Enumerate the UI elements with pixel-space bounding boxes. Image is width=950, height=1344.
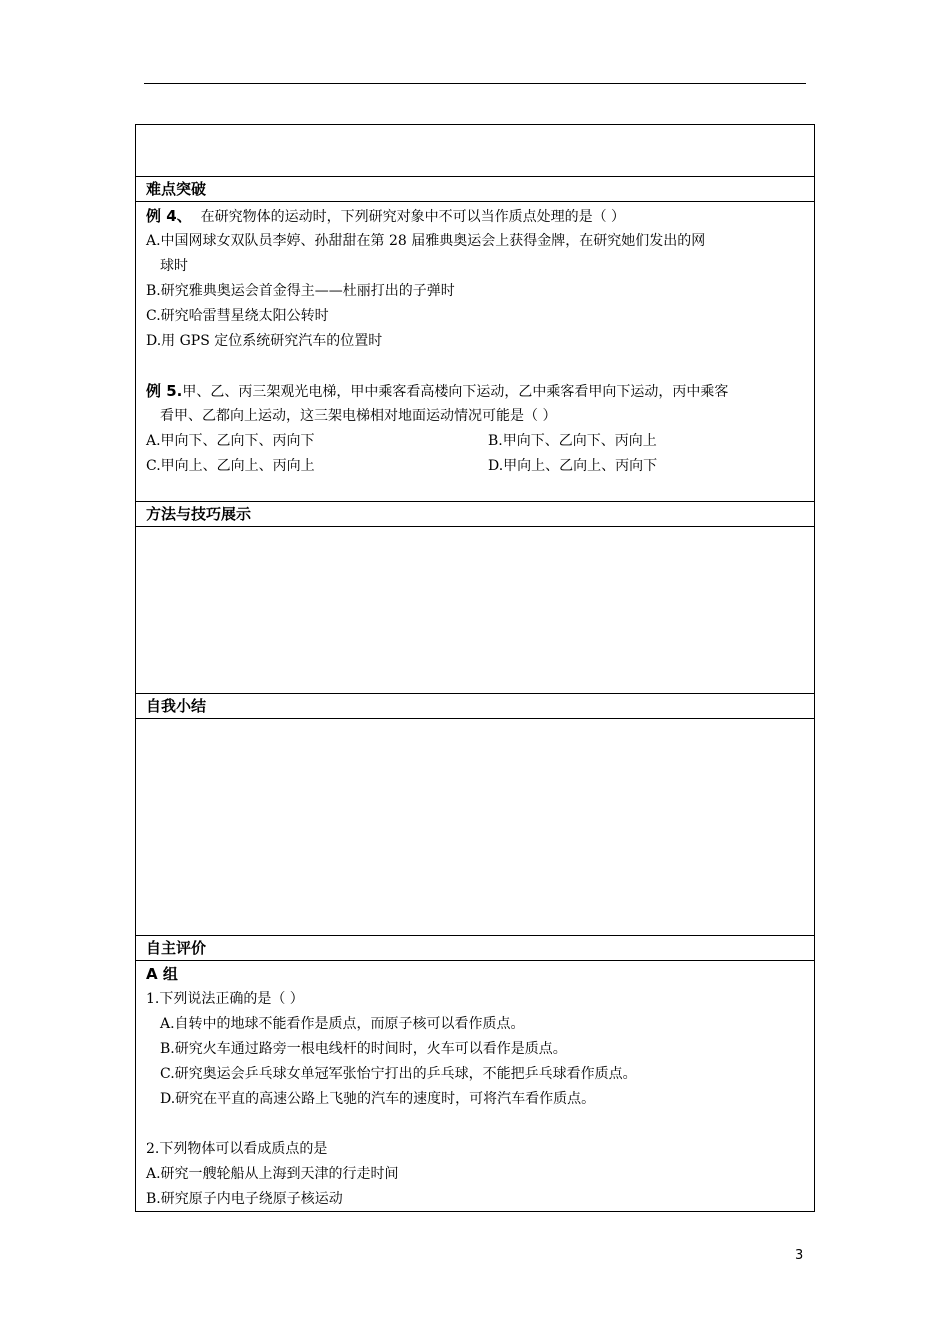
q1-question: 1.下列说法正确的是（ ） xyxy=(146,991,304,1007)
q1-option-c: C.研究奥运会乒乓球女单冠军张怡宁打出的乒乓球，不能把乒乓球看作质点。 xyxy=(160,1066,637,1082)
example-5-options-row-2 xyxy=(136,454,814,479)
example-5-option-b: B.甲向下、乙向下、丙向上 xyxy=(488,433,657,449)
q2-option-b: B.研究原子内电子绕原子核运动 xyxy=(146,1191,343,1207)
methods-blank-area xyxy=(136,527,814,694)
q2-option-a: A.研究一艘轮船从上海到天津的行走时间 xyxy=(146,1166,399,1182)
q1-option-b: B.研究火车通过路旁一根电线杆的时间时，火车可以看作是质点。 xyxy=(160,1041,567,1057)
example-4-label: 例 4、 xyxy=(146,207,192,225)
example-5-question-cont: 看甲、乙都向上运动，这三架电梯相对地面运动情况可能是（ ） xyxy=(160,408,557,424)
q1-option-a: A.自转中的地球不能看作是质点，而原子核可以看作质点。 xyxy=(160,1016,525,1032)
example-4-option-b: B.研究雅典奥运会首金得主——杜丽打出的子弹时 xyxy=(146,283,455,299)
summary-blank-area xyxy=(136,719,814,936)
spacer xyxy=(136,354,814,379)
difficulty-content xyxy=(136,202,814,502)
example-5-option-c: C.甲向上、乙向上、丙向上 xyxy=(146,458,315,474)
example-4-option-a: A.中国网球女双队员李婷、孙甜甜在第 28 届雅典奥运会上获得金牌，在研究她们发出的网 xyxy=(146,233,706,249)
q2-question: 2.下列物体可以看成质点的是 xyxy=(146,1141,328,1157)
section-header-difficulty: 难点突破 xyxy=(136,177,814,202)
example-5-label: 例 5. xyxy=(146,382,183,400)
q1-option-d: D.研究在平直的高速公路上飞驰的汽车的速度时，可将汽车看作质点。 xyxy=(160,1091,596,1107)
spacer xyxy=(136,1112,814,1137)
section-header-summary: 自我小结 xyxy=(136,694,814,719)
header-rule xyxy=(144,83,806,84)
example-4-option-a-cont: 球时 xyxy=(160,258,188,274)
example-5-option-d: D.甲向上、乙向上、丙向下 xyxy=(488,458,658,474)
example-4-question: 例 4、 在研究物体的运动时，下列研究对象中不可以当作质点处理的是（ ） xyxy=(146,207,626,225)
example-4-option-c: C.研究哈雷彗星绕太阳公转时 xyxy=(146,308,329,324)
section-header-methods: 方法与技巧展示 xyxy=(136,502,814,527)
example-5-question: 例 5.甲、乙、丙三架观光电梯，甲中乘客看高楼向下运动，乙中乘客看甲向下运动，丙中乘客 xyxy=(146,382,729,400)
example-5-options-row-1 xyxy=(136,429,814,454)
example-4-option-d: D.用 GPS 定位系统研究汽车的位置时 xyxy=(146,333,383,349)
self-assessment-content xyxy=(136,961,814,1211)
example-5-option-a: A.甲向下、乙向下、丙向下 xyxy=(146,433,315,449)
section-header-self-assessment: 自主评价 xyxy=(136,936,814,961)
page-number: 3 xyxy=(795,1248,804,1263)
empty-top-cell xyxy=(136,125,814,177)
worksheet-table xyxy=(135,124,815,1212)
group-a-label: A 组 xyxy=(146,965,178,983)
